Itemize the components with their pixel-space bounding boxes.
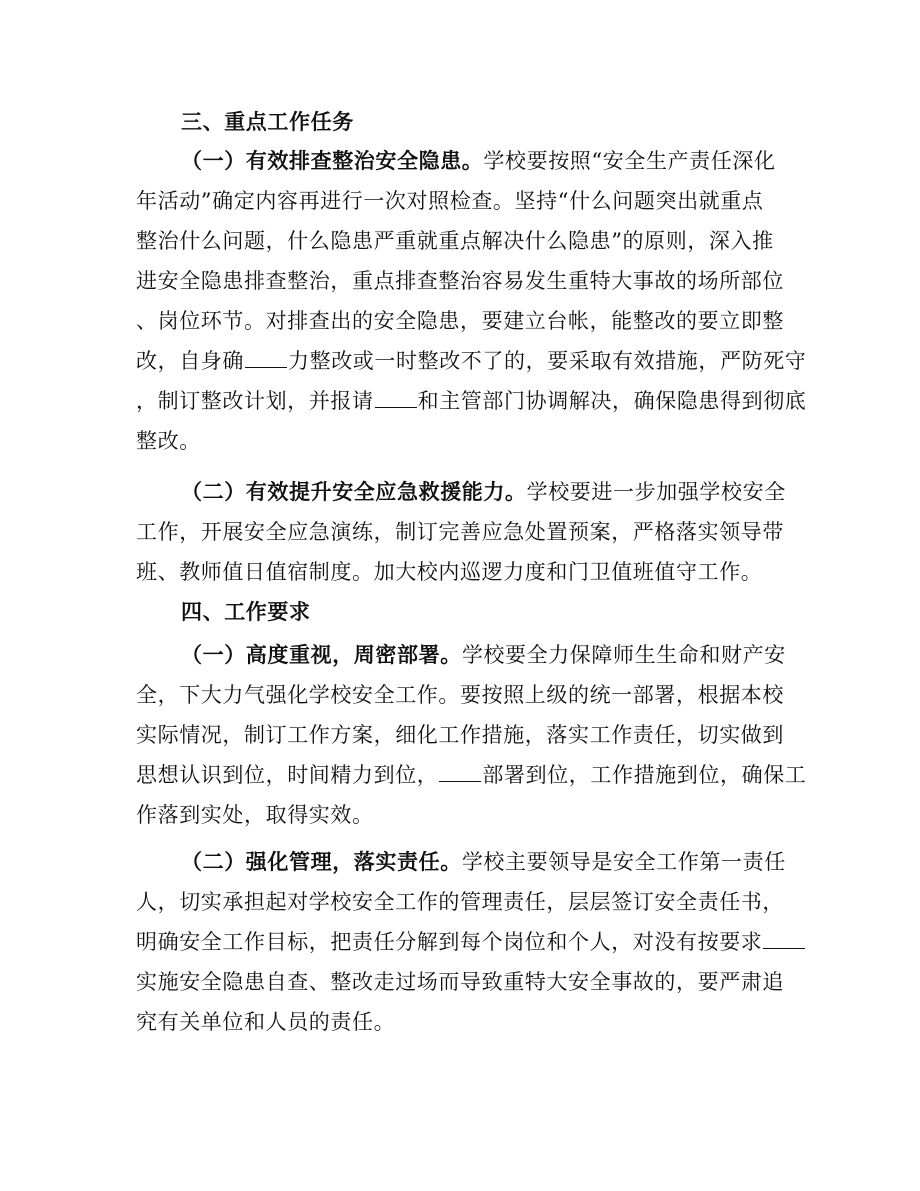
fill-in-blank [245,347,287,368]
paragraph-4-1-text: 学校要全力保障师生生命和财产安 [461,643,786,667]
paragraph-3-1-line-2 [136,186,763,216]
paragraph-3-1-text: ，制订整改计划，并报请 [136,389,374,413]
paragraph-3-1-line-6 [136,346,806,376]
section-3-heading-text: 三、重点工作任务 [181,109,354,134]
paragraph-4-1-title: （一）高度重视，周密部署。 [181,642,462,667]
paragraph-3-2-text: 工作，开展安全应急演练，制订完善应急处置预案，严格落实领导带 [136,520,784,544]
paragraph-3-1-line-7 [136,386,806,416]
paragraph-4-1-line-3 [136,720,784,750]
paragraph-4-2-text: 人，切实承担起对学校安全工作的管理责任，层层签订安全责任书， [136,890,784,914]
paragraph-3-1-line-1 [181,146,776,176]
paragraph-3-1-text: 和主管部门协调解决，确保隐患得到彻底 [417,389,807,413]
paragraph-3-1-line-3 [136,226,774,256]
paragraph-4-2-line-1 [181,847,786,877]
paragraph-4-2-text: 学校主要领导是安全工作第一责任 [461,850,786,874]
paragraph-3-2-line-1 [181,477,786,507]
paragraph-4-1-line-2 [136,680,784,710]
paragraph-4-2-text: 实施安全隐患自查、整改走过场而导致重特大安全事故的，要严肃追 [136,970,784,994]
paragraph-3-2-line-2 [136,517,784,547]
paragraph-4-1-text: 思想认识到位，时间精力到位， [136,763,439,787]
paragraph-4-2-title: （二）强化管理，落实责任。 [181,849,462,874]
paragraph-3-1-text: 进安全隐患排查整治，重点排查整治容易发生重特大事故的场所部位 [136,269,784,293]
paragraph-4-1-text: 实际情况，制订工作方案，细化工作措施，落实工作责任，切实做到 [136,723,784,747]
paragraph-4-1-text: 全，下大力气强化学校安全工作。要按照上级的统一部署，根据本校 [136,683,784,707]
paragraph-3-2-text: 班、教师值日值宿制度。加大校内巡逻力度和门卫值班值守工作。 [136,560,763,584]
paragraph-4-2-text: 明确安全工作目标，把责任分解到每个岗位和个人，对没有按要求 [136,930,763,954]
paragraph-3-1-line-4 [136,266,784,296]
paragraph-3-1-text: 、岗位环节。对排查出的安全隐患，要建立台帐，能整改的要立即整 [136,309,784,333]
paragraph-4-2-line-4 [136,967,784,997]
section-4-heading [181,597,311,627]
paragraph-3-2-title: （二）有效提升安全应急救援能力。 [181,479,527,504]
paragraph-3-1-text: 改，自身确 [136,349,244,373]
paragraph-4-1-text: 作落到实处，取得实效。 [136,803,374,827]
paragraph-3-1-text: 整改。 [136,429,201,453]
fill-in-blank [763,928,805,949]
paragraph-3-2-text: 学校要进一步加强学校安全 [526,480,786,504]
paragraph-4-1-line-5 [136,800,374,830]
paragraph-3-1-text: 力整改或一时整改不了的，要采取有效措施，严防死守 [288,349,807,373]
fill-in-blank [375,387,417,408]
paragraph-3-1-text: 学校要按照“安全生产责任深化 [483,149,776,173]
paragraph-3-1-title: （一）有效排查整治安全隐患。 [181,148,484,173]
paragraph-4-2-line-3 [136,927,806,957]
paragraph-4-1-text: 部署到位，工作措施到位，确保工 [482,763,807,787]
paragraph-3-1-text: 年活动”确定内容再进行一次对照检查。坚持“什么问题突出就重点 [136,189,764,213]
paragraph-3-1-line-8 [136,426,201,456]
paragraph-4-2-line-2 [136,887,784,917]
paragraph-4-2-line-5 [136,1007,395,1037]
paragraph-3-2-line-3 [136,557,762,587]
section-4-heading-text: 四、工作要求 [181,599,311,624]
paragraph-3-1-text: 整治什么问题，什么隐患严重就重点解决什么隐患”的原则，深入推 [136,229,774,253]
paragraph-4-1-line-1 [181,640,786,670]
fill-in-blank [439,761,481,782]
paragraph-4-2-text: 究有关单位和人员的责任。 [136,1010,396,1034]
paragraph-3-1-line-5 [136,306,784,336]
paragraph-4-1-line-4 [136,760,806,790]
section-3-heading [181,107,354,137]
